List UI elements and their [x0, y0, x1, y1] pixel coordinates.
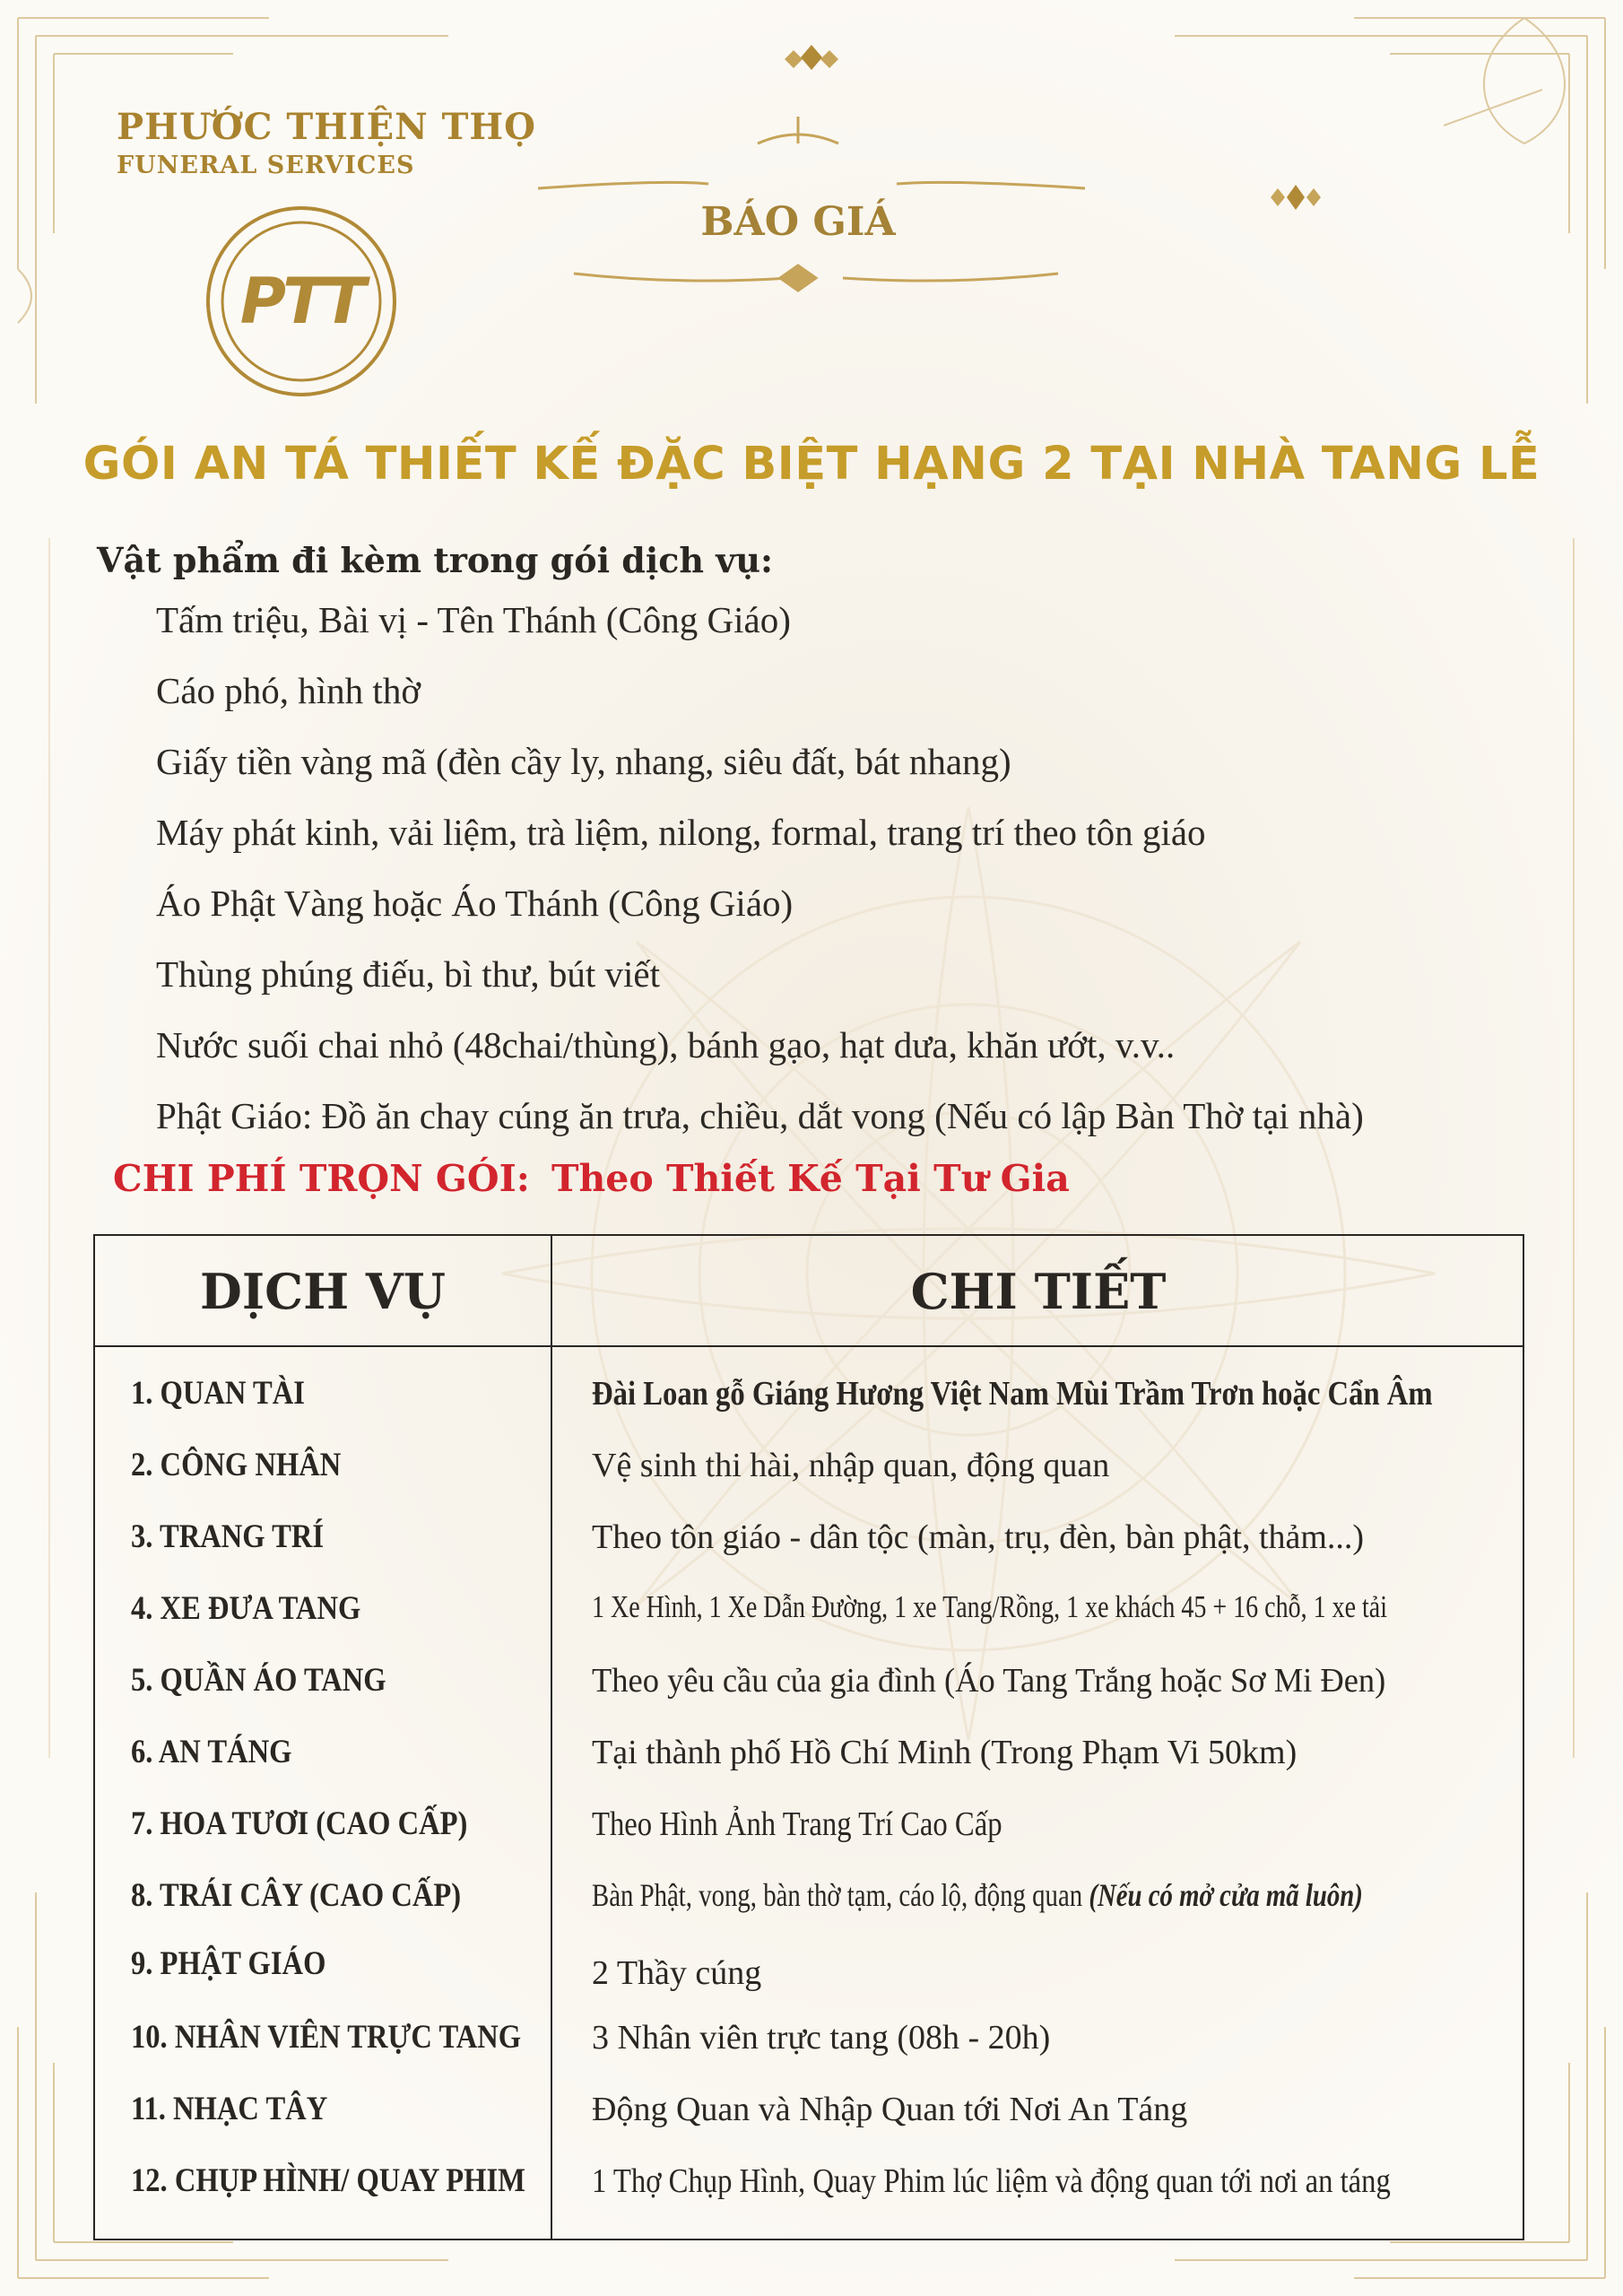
service-name: 10. NHÂN VIÊN TRỰC TANG	[131, 2019, 522, 2056]
service-detail	[592, 1876, 1363, 1914]
service-name: 3. TRANG TRÍ	[131, 1518, 325, 1555]
included-items-heading: Vật phẩm đi kèm trong gói dịch vụ:	[97, 540, 773, 580]
service-detail: Theo tôn giáo - dân tộc (màn, trụ, đèn, bàn phật, thảm...)	[592, 1518, 1365, 1556]
brand-logo	[204, 204, 398, 398]
table-row	[95, 1446, 1523, 1500]
service-name: 12. CHỤP HÌNH/ QUAY PHIM	[131, 2162, 525, 2199]
table-row	[95, 1733, 1523, 1787]
service-detail: Tại thành phố Hồ Chí Minh (Trong Phạm Vi 50km)	[592, 1734, 1298, 1771]
table-row	[95, 1876, 1523, 1930]
list-item: Máy phát kinh, vải liệm, trà liệm, nilong, formal, trang trí theo tôn giáo	[156, 812, 1206, 853]
list-item: Thùng phúng điếu, bì thư, bút viết	[156, 953, 661, 995]
brand-name: PHƯỚC THIỆN THỌ	[117, 106, 537, 148]
service-detail: Theo Hình Ảnh Trang Trí Cao Cấp	[592, 1805, 1002, 1843]
service-name: 9. PHẬT GIÁO	[131, 1945, 326, 1982]
detail-text: Bàn Phật, vong, bàn thờ tạm, cáo lộ, động quan	[592, 1877, 1083, 1913]
table-row	[95, 1589, 1523, 1643]
cost-value: Theo Thiết Kế Tại Tư Gia	[551, 1157, 1070, 1200]
table-row	[95, 1374, 1523, 1428]
brand-subtitle: FUNERAL SERVICES	[117, 152, 415, 179]
list-item: Phật Giáo: Đồ ăn chay cúng ăn trưa, chiều, dắt vong (Nếu có lập Bàn Thờ tại nhà)	[156, 1095, 1364, 1136]
list-item: Áo Phật Vàng hoặc Áo Thánh (Công Giáo)	[156, 883, 794, 924]
list-item: Cáo phó, hình thờ	[156, 670, 421, 711]
table-row	[95, 2161, 1523, 2215]
table-row	[95, 1945, 1523, 2007]
service-name: 8. TRÁI CÂY (CAO CẤP)	[131, 1877, 462, 1914]
service-detail: 1 Thợ Chụp Hình, Quay Phim lúc liệm và động quan tới nơi an táng	[592, 2162, 1391, 2200]
header-divider	[95, 1345, 1523, 1347]
logo-monogram: PTT	[239, 265, 363, 338]
service-name: 2. CÔNG NHÂN	[131, 1447, 342, 1483]
column-header-service: DỊCH VỤ	[200, 1263, 446, 1320]
table-row	[95, 1805, 1523, 1858]
service-detail: Theo yêu cầu của gia đình (Áo Tang Trắng hoặc Sơ Mi Đen)	[592, 1662, 1386, 1700]
list-item: Giấy tiền vàng mã (đèn cầy ly, nhang, siêu đất, bát nhang)	[156, 741, 1011, 782]
brand-block	[117, 106, 536, 179]
service-detail: 3 Nhân viên trực tang (08h - 20h)	[592, 2019, 1051, 2057]
service-detail: Đài Loan gỗ Giáng Hương Việt Nam Mùi Trầm Trơn hoặc Cẩn Âm	[592, 1375, 1433, 1413]
document-title: BÁO GIÁ	[700, 199, 896, 245]
services-table	[93, 1234, 1524, 2240]
column-header-detail: CHI TIẾT	[910, 1263, 1167, 1320]
service-name: 11. NHẠC TÂY	[131, 2091, 328, 2127]
cost-label: CHI PHÍ TRỌN GÓI:	[113, 1157, 530, 1200]
package-cost	[113, 1157, 1070, 1200]
service-detail: Động Quan và Nhập Quan tới Nơi An Táng	[592, 2091, 1188, 2128]
package-headline: GÓI AN TÁ THIẾT KẾ ĐẶC BIỆT HẠNG 2 TẠI NHÀ TANG LỄ	[82, 438, 1541, 491]
service-name: 7. HOA TƯƠI (CAO CẤP)	[131, 1805, 468, 1842]
service-name: 4. XE ĐƯA TANG	[131, 1590, 361, 1627]
service-detail: 1 Xe Hình, 1 Xe Dẫn Đường, 1 xe Tang/Rồng, 1 xe khách 45 + 16 chỗ, 1 xe tải	[592, 1589, 1388, 1624]
service-name: 6. AN TÁNG	[131, 1734, 292, 1770]
table-row	[95, 2018, 1523, 2072]
included-items-list	[156, 599, 1364, 1166]
table-row	[95, 1661, 1523, 1715]
service-name: 1. QUAN TÀI	[131, 1375, 305, 1412]
detail-note: (Nếu có mở cửa mã luôn)	[1089, 1877, 1363, 1913]
service-detail: Vệ sinh thi hài, nhập quan, động quan	[592, 1447, 1110, 1484]
list-item: Nước suối chai nhỏ (48chai/thùng), bánh gạo, hạt dưa, khăn ướt, v.v..	[156, 1024, 1176, 1065]
table-row	[95, 2090, 1523, 2144]
list-item: Tấm triệu, Bài vị - Tên Thánh (Công Giáo)	[156, 599, 791, 640]
service-name: 5. QUẦN ÁO TANG	[131, 1662, 386, 1699]
service-detail: 2 Thầy cúng	[592, 1954, 762, 1992]
table-row	[95, 1518, 1523, 1571]
